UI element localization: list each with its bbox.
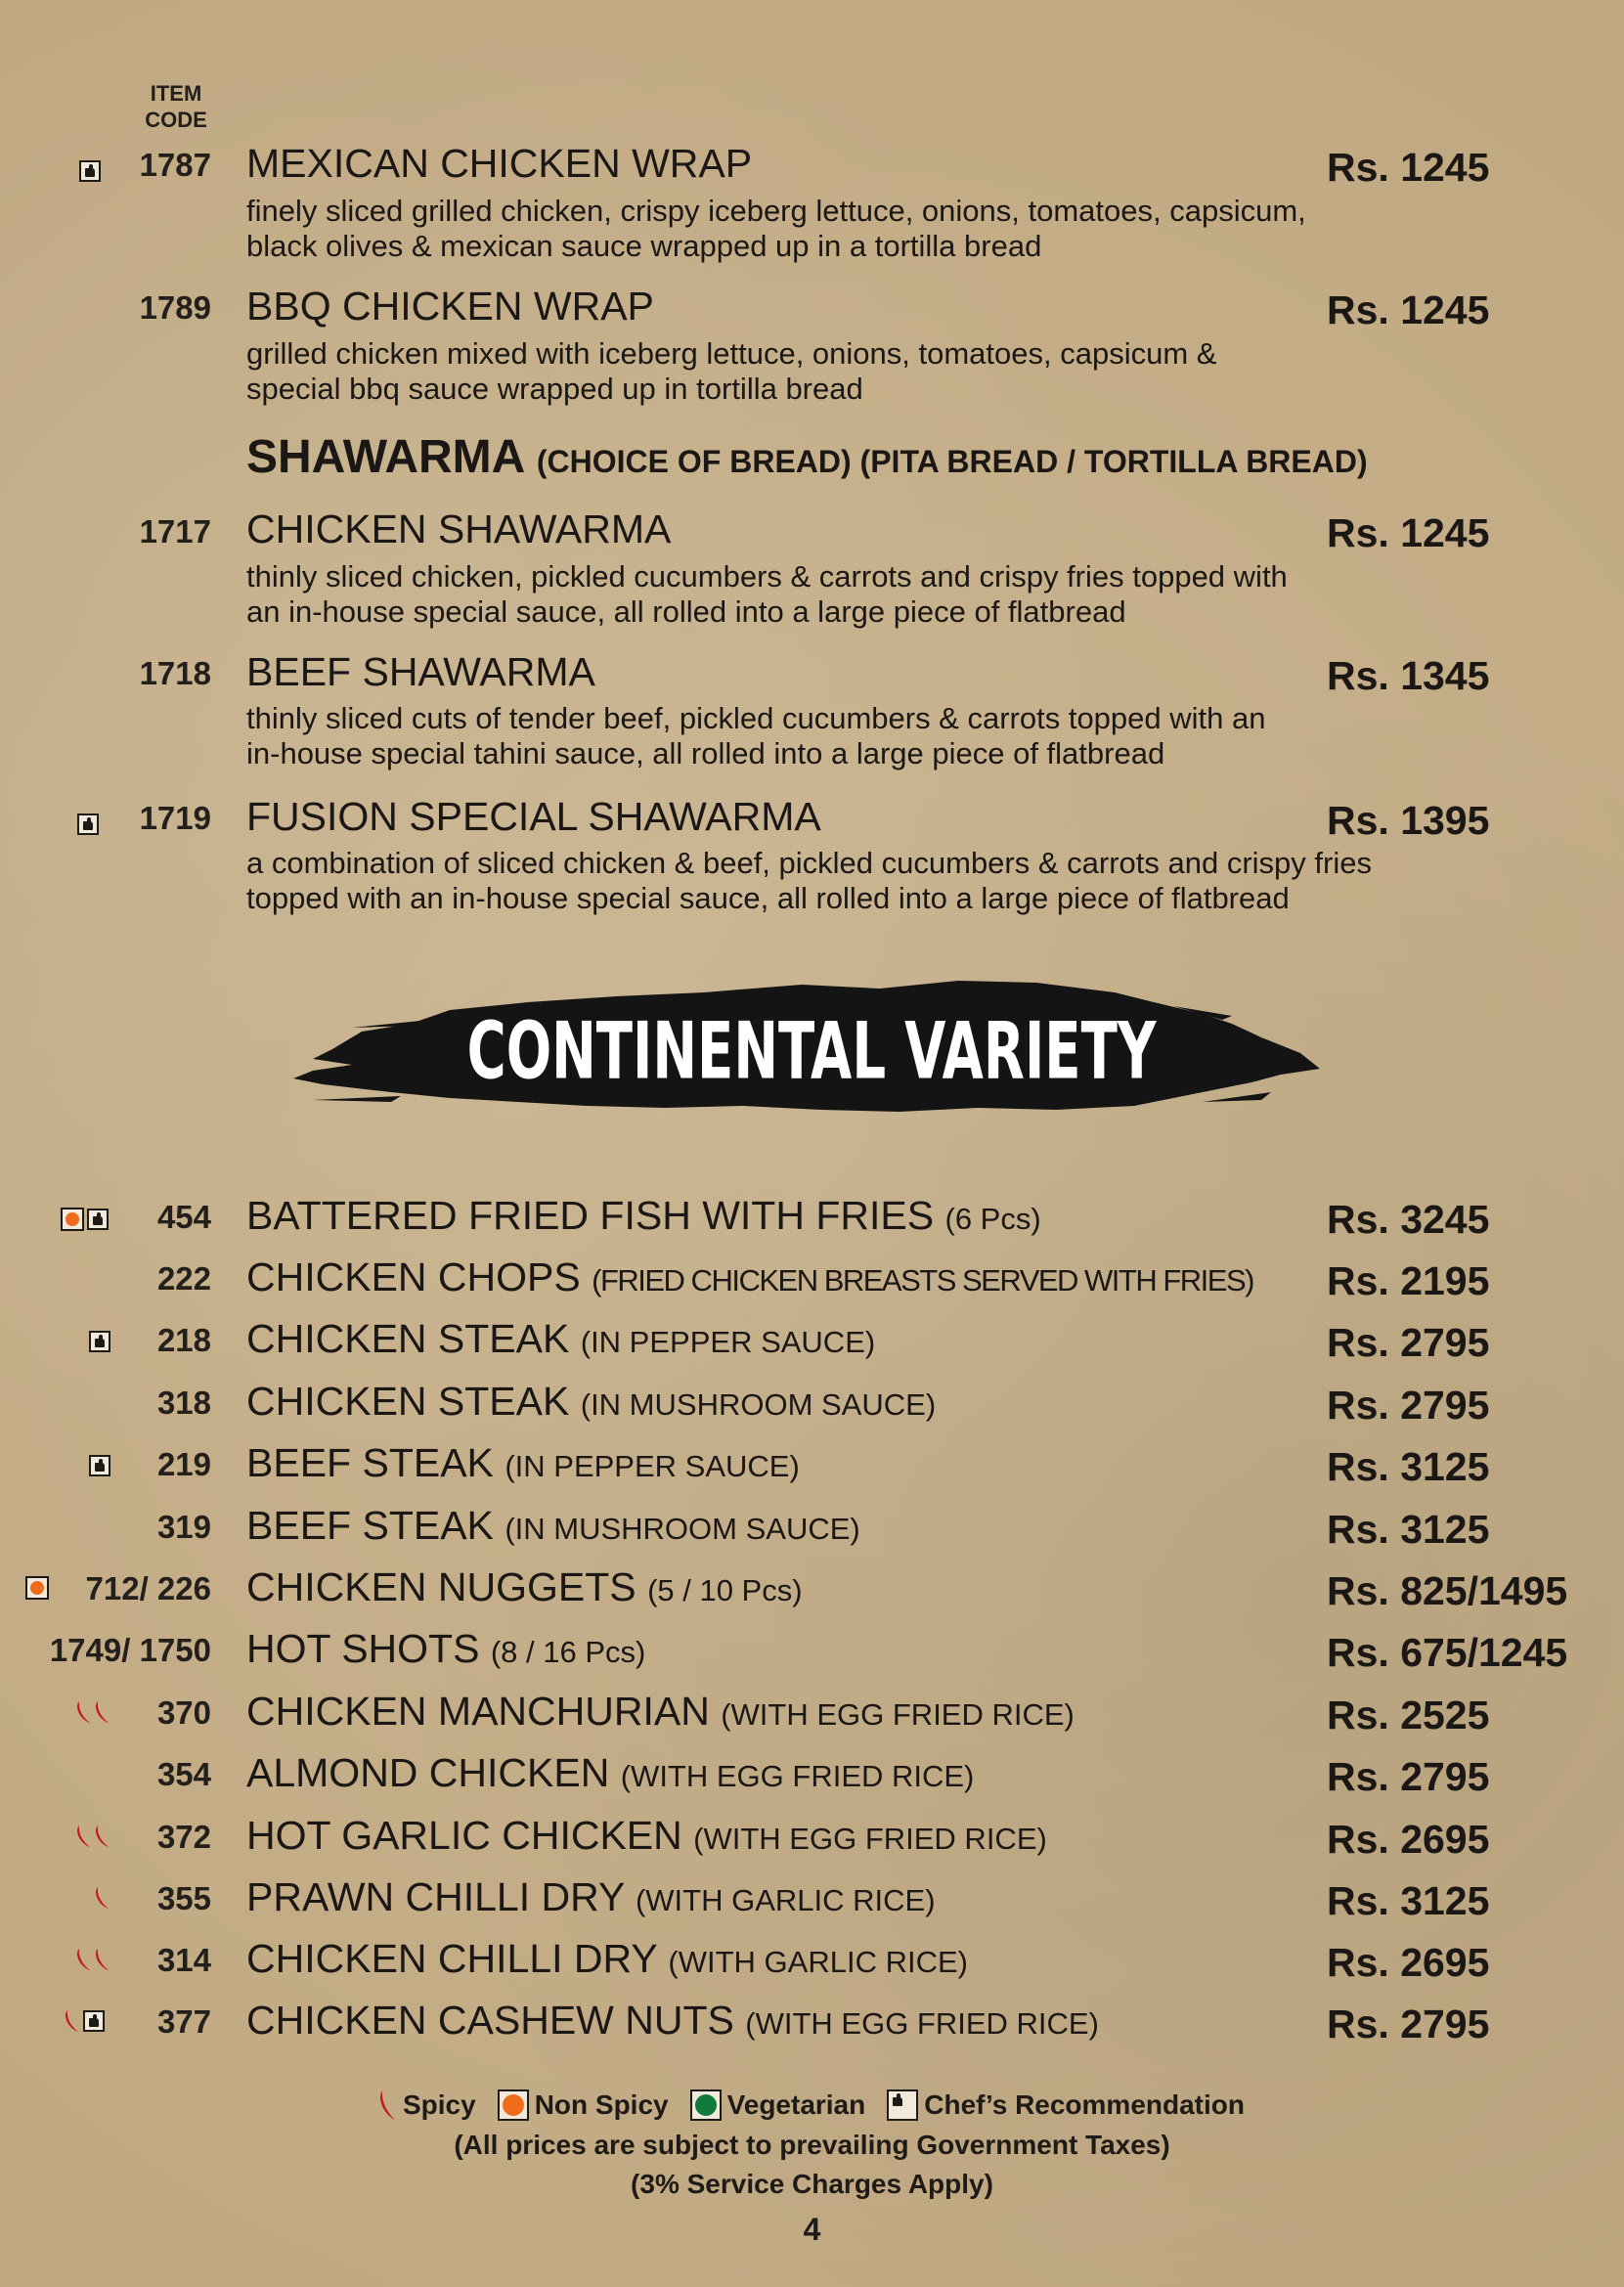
legend-vegetarian — [690, 2089, 866, 2121]
legend-vegetarian-label: Vegetarian — [726, 2089, 866, 2120]
item-description-line-2: in-house special tahini sauce, all rolled into a large piece of flatbread — [246, 736, 1165, 770]
item-price: Rs. 1345 — [1327, 653, 1490, 698]
item-price: Rs. 3245 — [1327, 1197, 1490, 1242]
item-note: (IN PEPPER SAUCE) — [580, 1325, 876, 1359]
item-code-label-2: CODE — [145, 108, 207, 132]
item-code: 319 — [156, 1509, 211, 1545]
item-code: 354 — [156, 1756, 211, 1792]
shawarma-subtitle: (CHOICE OF BREAD) (PITA BREAD / TORTILLA BREAD) — [536, 444, 1368, 479]
item-name — [246, 1750, 974, 1796]
item-note: (IN PEPPER SAUCE) — [505, 1449, 800, 1483]
item-code-header — [137, 80, 215, 133]
item-price: Rs. 2795 — [1327, 1320, 1490, 1365]
item-code: 1718 — [139, 655, 211, 691]
item-description-line-1: grilled chicken mixed with iceberg lettuce, onions, tomatoes, capsicum & — [246, 336, 1217, 371]
item-name — [246, 1316, 875, 1362]
legend-non-spicy-label: Non Spicy — [534, 2089, 669, 2120]
item-name — [246, 1626, 645, 1672]
legend — [0, 2089, 1624, 2122]
chili-icon — [76, 1947, 92, 1972]
non-spicy-icon — [61, 1208, 84, 1231]
taxes-note: (All prices are subject to prevailing Government Taxes) — [454, 2130, 1170, 2160]
item-note: (WITH EGG FRIED RICE) — [745, 2006, 1099, 2041]
item-name-text: CHICKEN MANCHURIAN — [246, 1689, 710, 1734]
item-code-label-1: ITEM — [150, 81, 202, 106]
item-code: 370 — [156, 1694, 211, 1731]
chili-icon — [379, 2089, 397, 2122]
item-description — [246, 336, 1469, 407]
item-name — [246, 1998, 1099, 2044]
item-price: Rs. 1245 — [1327, 510, 1490, 555]
item-code: 372 — [156, 1819, 211, 1855]
item-price: Rs. 2695 — [1327, 1817, 1490, 1862]
item-icons — [25, 1576, 49, 1600]
item-name — [246, 1689, 1075, 1735]
item-note: (6 Pcs) — [944, 1202, 1041, 1236]
item-icons — [76, 1947, 110, 1972]
item-price: Rs. 2795 — [1327, 1754, 1490, 1799]
item-code: 377 — [156, 2003, 211, 2040]
item-icons — [95, 1885, 110, 1911]
item-price: Rs. 1245 — [1327, 287, 1490, 332]
item-price: Rs. 3125 — [1327, 1444, 1490, 1489]
item-price: Rs. 2695 — [1327, 1940, 1490, 1985]
item-price: Rs. 2195 — [1327, 1258, 1490, 1303]
legend-chef-label: Chef’s Recommendation — [924, 2089, 1245, 2120]
item-code: 1717 — [139, 513, 211, 550]
item-icons — [65, 2008, 105, 2034]
thumb-icon — [89, 1331, 110, 1352]
item-name — [246, 1813, 1047, 1859]
chili-icon — [95, 1947, 110, 1972]
item-code: 1789 — [139, 289, 211, 326]
item-note: (8 / 16 Pcs) — [490, 1635, 646, 1669]
item-price: Rs. 2525 — [1327, 1693, 1490, 1737]
chili-icon — [95, 1885, 110, 1911]
item-code: 218 — [156, 1322, 211, 1358]
banner-title: CONTINENTAL VARIETY — [466, 1004, 1157, 1098]
item-description-line-1: thinly sliced cuts of tender beef, pickled cucumbers & carrots topped with an — [246, 701, 1266, 735]
chili-icon — [95, 1824, 110, 1849]
item-name-text: CHICKEN CHOPS — [246, 1254, 581, 1299]
item-price: Rs. 825/1495 — [1327, 1568, 1568, 1613]
item-note: (WITH GARLIC RICE) — [635, 1883, 936, 1917]
thumb-icon — [89, 1455, 110, 1476]
item-description — [246, 559, 1469, 630]
item-code: 314 — [156, 1942, 211, 1978]
item-name: BEEF SHAWARMA — [246, 649, 595, 694]
item-price: Rs. 1245 — [1327, 145, 1490, 190]
item-price: Rs. 3125 — [1327, 1507, 1490, 1552]
item-name: FUSION SPECIAL SHAWARMA — [246, 794, 821, 839]
item-note: (FRIED CHICKEN BREASTS SERVED WITH FRIES) — [592, 1263, 1253, 1297]
thumb-icon — [87, 1209, 109, 1230]
item-name-text: CHICKEN NUGGETS — [246, 1564, 636, 1609]
item-icons — [76, 1824, 110, 1849]
legend-spicy-label: Spicy — [402, 2089, 476, 2120]
item-price: Rs. 3125 — [1327, 1878, 1490, 1923]
item-code: 712/ 226 — [85, 1570, 211, 1606]
thumb-icon — [79, 160, 101, 182]
item-description — [246, 194, 1469, 264]
item-code: 1787 — [139, 147, 211, 183]
item-icons — [77, 814, 99, 835]
item-description — [246, 701, 1469, 771]
item-name: CHICKEN SHAWARMA — [246, 506, 672, 551]
item-name — [246, 1874, 936, 1920]
item-name — [246, 1379, 936, 1425]
item-description-line-2: topped with an in-house special sauce, all rolled into a large piece of flatbread — [246, 881, 1290, 915]
non-spicy-icon — [498, 2089, 529, 2121]
item-note: (WITH EGG FRIED RICE) — [620, 1759, 975, 1793]
item-name-text: CHICKEN CASHEW NUTS — [246, 1998, 734, 2043]
page-number: 4 — [803, 2212, 821, 2247]
item-code: 222 — [156, 1260, 211, 1297]
item-name-text: PRAWN CHILLI DRY — [246, 1874, 625, 1919]
item-icons — [89, 1455, 110, 1476]
item-price: Rs. 2795 — [1327, 1383, 1490, 1428]
item-name — [246, 1440, 800, 1486]
legend-spicy — [379, 2089, 476, 2122]
item-note: (IN MUSHROOM SAUCE) — [580, 1387, 937, 1422]
item-code: 219 — [156, 1446, 211, 1482]
item-code: 1749/ 1750 — [49, 1632, 211, 1668]
item-name-text: BATTERED FRIED FISH WITH FRIES — [246, 1193, 935, 1238]
item-name-text: BEEF STEAK — [246, 1440, 494, 1485]
item-description-line-1: finely sliced grilled chicken, crispy iceberg lettuce, onions, tomatoes, capsicum, — [246, 194, 1306, 228]
item-name — [246, 1936, 968, 1982]
item-description-line-2: an in-house special sauce, all rolled into a large piece of flatbread — [246, 594, 1126, 629]
item-name-text: HOT GARLIC CHICKEN — [246, 1813, 682, 1858]
item-code: 355 — [156, 1880, 211, 1916]
item-icons — [89, 1331, 110, 1352]
item-description — [246, 846, 1469, 916]
item-icons — [79, 160, 101, 182]
item-note: (WITH GARLIC RICE) — [668, 1945, 968, 1979]
item-description-line-1: a combination of sliced chicken & beef, pickled cucumbers & carrots and crispy fries — [246, 846, 1372, 880]
item-name-text: HOT SHOTS — [246, 1626, 480, 1671]
legend-chef — [887, 2089, 1245, 2121]
item-price: Rs. 675/1245 — [1327, 1630, 1568, 1675]
shawarma-title: SHAWARMA — [246, 431, 524, 483]
non-spicy-icon — [25, 1576, 49, 1600]
item-note: (WITH EGG FRIED RICE) — [721, 1697, 1075, 1732]
item-name-text: ALMOND CHICKEN — [246, 1750, 610, 1795]
thumb-icon — [83, 2010, 105, 2032]
chili-icon — [65, 2008, 80, 2034]
thumb-icon — [77, 814, 99, 835]
item-note: (5 / 10 Pcs) — [647, 1573, 803, 1607]
thumb-icon — [887, 2089, 918, 2121]
chili-icon — [76, 1824, 92, 1849]
service-charge-note: (3% Service Charges Apply) — [631, 2169, 993, 2199]
item-description-line-1: thinly sliced chicken, pickled cucumbers & carrots and crispy fries topped with — [246, 559, 1288, 594]
chili-icon — [95, 1699, 110, 1725]
item-price: Rs. 2795 — [1327, 2001, 1490, 2046]
shawarma-heading — [246, 430, 1368, 484]
legend-non-spicy — [498, 2089, 669, 2121]
item-name — [246, 1503, 860, 1549]
item-name: MEXICAN CHICKEN WRAP — [246, 141, 753, 186]
item-note: (IN MUSHROOM SAUCE) — [505, 1512, 860, 1546]
item-name-text: CHICKEN CHILLI DRY — [246, 1936, 657, 1981]
item-name — [246, 1193, 1041, 1239]
item-icons — [76, 1699, 110, 1725]
item-name: BBQ CHICKEN WRAP — [246, 284, 654, 329]
item-description-line-2: special bbq sauce wrapped up in tortilla bread — [246, 372, 863, 406]
item-code: 454 — [156, 1199, 211, 1235]
item-note: (WITH EGG FRIED RICE) — [693, 1822, 1047, 1856]
item-code: 1719 — [139, 800, 211, 836]
item-description-line-2: black olives & mexican sauce wrapped up in a tortilla bread — [246, 229, 1042, 263]
item-name — [246, 1564, 803, 1610]
chili-icon — [76, 1699, 92, 1725]
item-name — [246, 1254, 1253, 1300]
item-price: Rs. 1395 — [1327, 798, 1490, 843]
item-code: 318 — [156, 1385, 211, 1421]
item-name-text: CHICKEN STEAK — [246, 1379, 570, 1424]
vegetarian-icon — [690, 2089, 722, 2121]
item-name-text: CHICKEN STEAK — [246, 1316, 570, 1361]
item-icons — [61, 1208, 109, 1231]
item-name-text: BEEF STEAK — [246, 1503, 494, 1548]
